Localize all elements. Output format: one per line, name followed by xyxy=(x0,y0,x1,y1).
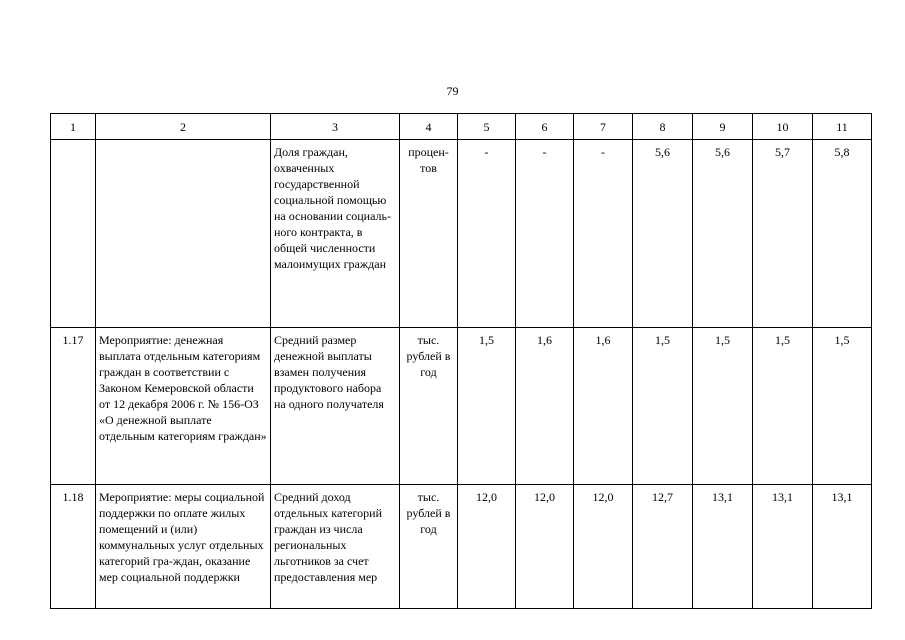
indicators-table xyxy=(50,113,872,609)
header-cell: 9 xyxy=(693,114,753,140)
row-number xyxy=(51,140,96,328)
unit-cell: тыс. рублей в год xyxy=(400,328,458,485)
value-cell: 1,5 xyxy=(693,328,753,485)
value-cell: - xyxy=(516,140,574,328)
value-cell: 1,5 xyxy=(633,328,693,485)
value-cell: 13,1 xyxy=(813,485,872,609)
header-cell: 1 xyxy=(51,114,96,140)
indicator-cell: Доля граждан, охваченных государственной социальной помощью на основании социаль-ного контракта, в общей численности малоимущих граждан xyxy=(271,140,400,328)
value-cell: 12,0 xyxy=(516,485,574,609)
header-cell: 6 xyxy=(516,114,574,140)
table-row xyxy=(51,140,872,328)
value-cell: 1,5 xyxy=(458,328,516,485)
value-cell: 12,7 xyxy=(633,485,693,609)
value-cell: 13,1 xyxy=(693,485,753,609)
value-cell: 5,6 xyxy=(693,140,753,328)
value-cell: 1,6 xyxy=(516,328,574,485)
header-cell: 7 xyxy=(574,114,633,140)
unit-cell: процен-тов xyxy=(400,140,458,328)
value-cell: 12,0 xyxy=(574,485,633,609)
value-cell: 5,6 xyxy=(633,140,693,328)
value-cell: 13,1 xyxy=(753,485,813,609)
header-cell: 3 xyxy=(271,114,400,140)
header-cell: 8 xyxy=(633,114,693,140)
value-cell: 12,0 xyxy=(458,485,516,609)
row-number: 1.17 xyxy=(51,328,96,485)
header-cell: 2 xyxy=(96,114,271,140)
indicator-cell: Средний размер денежной выплаты взамен получения продуктового набора на одного получателя xyxy=(271,328,400,485)
value-cell: 5,7 xyxy=(753,140,813,328)
event-cell: Мероприятие: денежная выплата отдельным категориям граждан в соответствии с Законом Кемеровской области от 12 декабря 2006 г. № 156-ОЗ «О денежной выплате отдельным категориям граждан» xyxy=(96,328,271,485)
page-number: 79 xyxy=(446,84,459,98)
value-cell: 1,6 xyxy=(574,328,633,485)
event-cell: Мероприятие: меры социальной поддержки по оплате жилых помещений и (или) коммунальных услуг отдельных категорий гра-ждан, оказание мер социальной поддержки xyxy=(96,485,271,609)
value-cell: - xyxy=(458,140,516,328)
value-cell: - xyxy=(574,140,633,328)
header-cell: 5 xyxy=(458,114,516,140)
unit-cell: тыс. рублей в год xyxy=(400,485,458,609)
header-cell: 11 xyxy=(813,114,872,140)
table-header-row xyxy=(51,114,872,140)
value-cell: 1,5 xyxy=(753,328,813,485)
indicator-cell: Средний доход отдельных категорий граждан из числа региональных льготников за счет предоставления мер xyxy=(271,485,400,609)
row-number: 1.18 xyxy=(51,485,96,609)
value-cell: 5,8 xyxy=(813,140,872,328)
value-cell: 1,5 xyxy=(813,328,872,485)
table-row xyxy=(51,328,872,485)
header-cell: 4 xyxy=(400,114,458,140)
header-cell: 10 xyxy=(753,114,813,140)
event-cell xyxy=(96,140,271,328)
table-row xyxy=(51,485,872,609)
